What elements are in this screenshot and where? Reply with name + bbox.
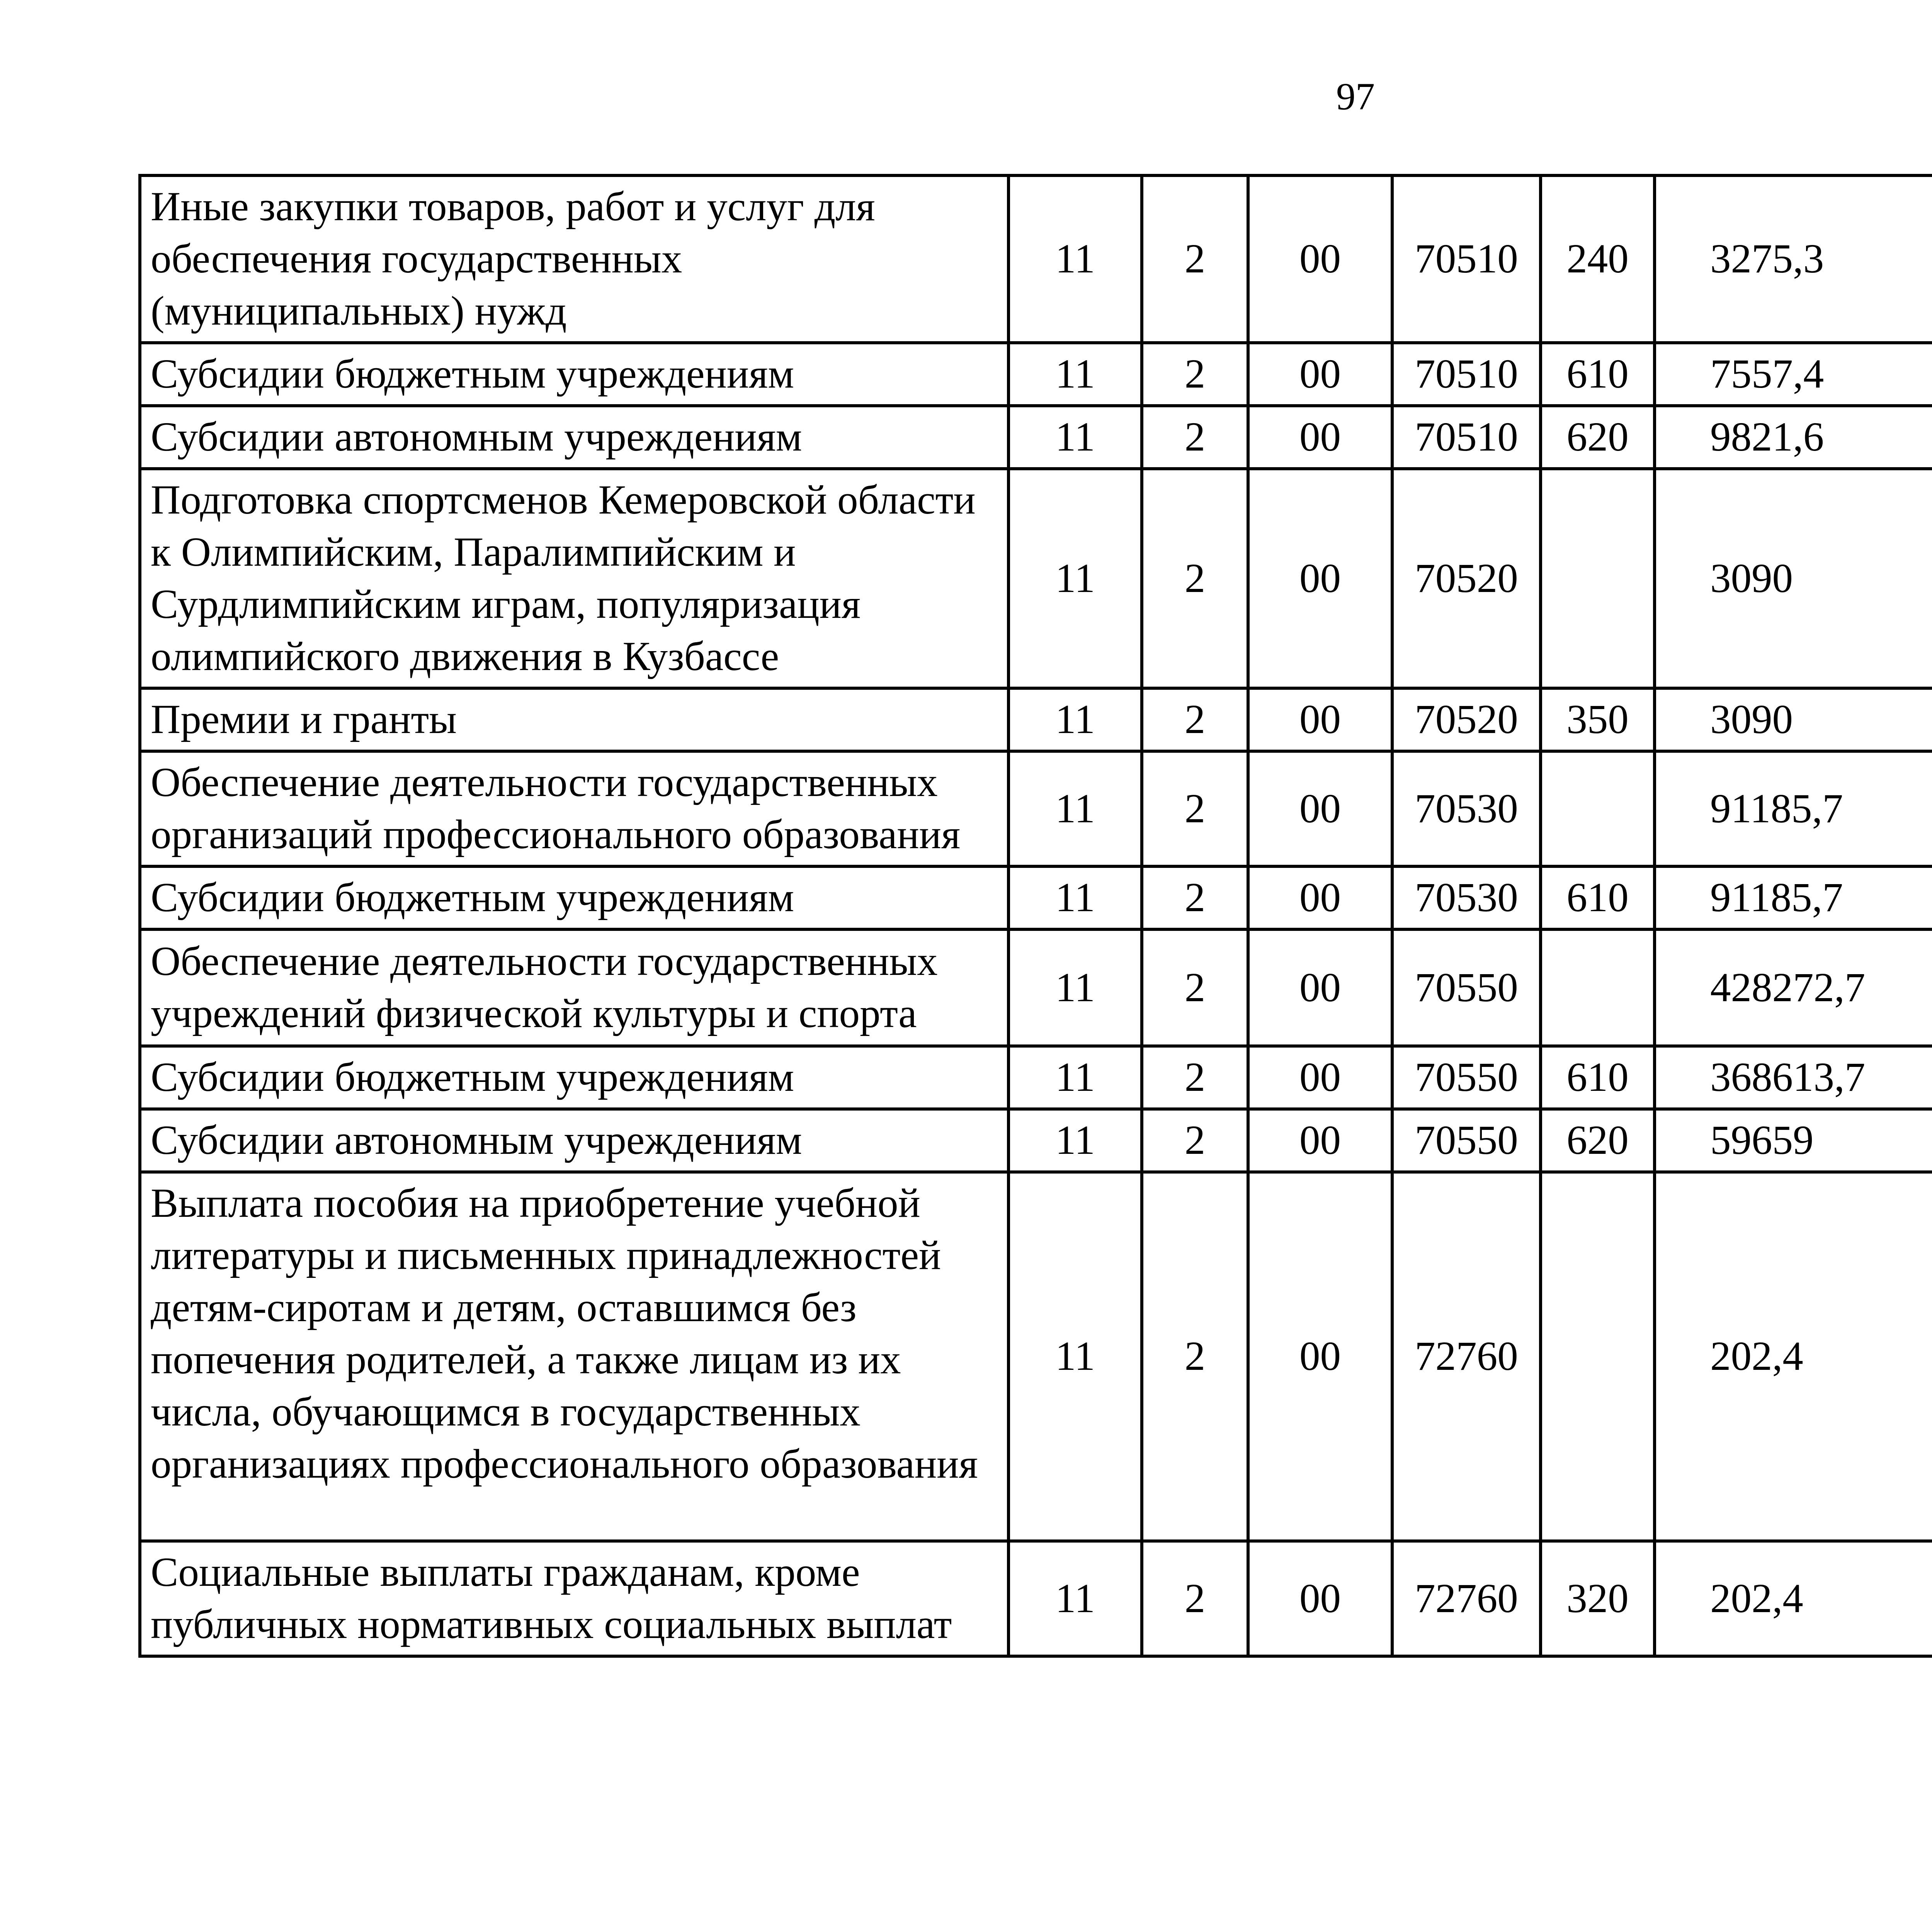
target-article-code: 70520 xyxy=(1392,688,1541,751)
subsection-code: 2 xyxy=(1142,866,1248,929)
program-code: 00 xyxy=(1248,866,1392,929)
amount-1: 91185,7 xyxy=(1655,751,1932,866)
amount-1: 3090 xyxy=(1655,688,1932,751)
subsection-code: 2 xyxy=(1142,688,1248,751)
section-code: 11 xyxy=(1009,469,1142,688)
expense-type-code: 350 xyxy=(1541,688,1655,751)
amount-1: 3275,3 xyxy=(1655,175,1932,343)
expense-type-code: 610 xyxy=(1541,866,1655,929)
amount-1: 368613,7 xyxy=(1655,1046,1932,1109)
subsection-code: 2 xyxy=(1142,1109,1248,1172)
table-row xyxy=(140,929,1932,1046)
target-article-code: 72760 xyxy=(1392,1172,1541,1541)
program-code: 00 xyxy=(1248,406,1392,469)
expense-type-code xyxy=(1541,929,1655,1046)
subsection-code: 2 xyxy=(1142,929,1248,1046)
row-name: Обеспечение деятельности государственных учреждений физической культуры и спорта xyxy=(140,929,1009,1046)
target-article-code: 70550 xyxy=(1392,929,1541,1046)
row-name: Субсидии бюджетным учреждениям xyxy=(140,866,1009,929)
program-code: 00 xyxy=(1248,688,1392,751)
program-code: 00 xyxy=(1248,1172,1392,1541)
section-code: 11 xyxy=(1009,343,1142,406)
section-code: 11 xyxy=(1009,688,1142,751)
table-row xyxy=(140,343,1932,406)
table-row xyxy=(140,1172,1932,1541)
program-code: 00 xyxy=(1248,1109,1392,1172)
row-name: Субсидии бюджетным учреждениям xyxy=(140,343,1009,406)
row-name: Обеспечение деятельности государственных организаций профессионального образования xyxy=(140,751,1009,866)
table-row xyxy=(140,1109,1932,1172)
table-row xyxy=(140,866,1932,929)
subsection-code: 2 xyxy=(1142,469,1248,688)
row-name: Субсидии автономным учреждениям xyxy=(140,406,1009,469)
amount-1: 9821,6 xyxy=(1655,406,1932,469)
expense-type-code: 240 xyxy=(1541,175,1655,343)
amount-1: 91185,7 xyxy=(1655,866,1932,929)
table-row xyxy=(140,175,1932,343)
target-article-code: 70520 xyxy=(1392,469,1541,688)
section-code: 11 xyxy=(1009,751,1142,866)
program-code: 00 xyxy=(1248,1541,1392,1656)
section-code: 11 xyxy=(1009,1172,1142,1541)
program-code: 00 xyxy=(1248,343,1392,406)
section-code: 11 xyxy=(1009,866,1142,929)
subsection-code: 2 xyxy=(1142,751,1248,866)
target-article-code: 70550 xyxy=(1392,1046,1541,1109)
target-article-code: 70530 xyxy=(1392,866,1541,929)
row-name: Премии и гранты xyxy=(140,688,1009,751)
table-row xyxy=(140,688,1932,751)
amount-1: 428272,7 xyxy=(1655,929,1932,1046)
section-code: 11 xyxy=(1009,929,1142,1046)
row-name: Иные закупки товаров, работ и услуг для обеспечения государственных (муниципальных) нужд xyxy=(140,175,1009,343)
row-name: Выплата пособия на приобретение учебной литературы и письменных принадлежностей детям-сиротам и детям, оставшимся без попечения родителей, а также лицам из их числа, обучающимся в государственных организациях профессионального образования xyxy=(140,1172,1009,1541)
target-article-code: 72760 xyxy=(1392,1541,1541,1656)
row-name: Субсидии бюджетным учреждениям xyxy=(140,1046,1009,1109)
amount-1: 202,4 xyxy=(1655,1172,1932,1541)
table-row xyxy=(140,1046,1932,1109)
row-name: Субсидии автономным учреждениям xyxy=(140,1109,1009,1172)
table-row xyxy=(140,1541,1932,1656)
expense-type-code: 620 xyxy=(1541,1109,1655,1172)
amount-1: 3090 xyxy=(1655,469,1932,688)
section-code: 11 xyxy=(1009,1109,1142,1172)
expense-type-code xyxy=(1541,469,1655,688)
subsection-code: 2 xyxy=(1142,343,1248,406)
program-code: 00 xyxy=(1248,929,1392,1046)
subsection-code: 2 xyxy=(1142,1046,1248,1109)
subsection-code: 2 xyxy=(1142,406,1248,469)
table-row xyxy=(140,751,1932,866)
target-article-code: 70510 xyxy=(1392,175,1541,343)
table-row xyxy=(140,406,1932,469)
program-code: 00 xyxy=(1248,175,1392,343)
subsection-code: 2 xyxy=(1142,1541,1248,1656)
expense-type-code: 320 xyxy=(1541,1541,1655,1656)
program-code: 00 xyxy=(1248,751,1392,866)
amount-1: 202,4 xyxy=(1655,1541,1932,1656)
expense-type-code: 620 xyxy=(1541,406,1655,469)
amount-1: 7557,4 xyxy=(1655,343,1932,406)
expense-type-code xyxy=(1541,751,1655,866)
section-code: 11 xyxy=(1009,1046,1142,1109)
expense-type-code xyxy=(1541,1172,1655,1541)
subsection-code: 2 xyxy=(1142,1172,1248,1541)
budget-table xyxy=(138,174,1932,1658)
program-code: 00 xyxy=(1248,469,1392,688)
program-code: 00 xyxy=(1248,1046,1392,1109)
target-article-code: 70510 xyxy=(1392,406,1541,469)
section-code: 11 xyxy=(1009,406,1142,469)
target-article-code: 70510 xyxy=(1392,343,1541,406)
expense-type-code: 610 xyxy=(1541,343,1655,406)
target-article-code: 70550 xyxy=(1392,1109,1541,1172)
target-article-code: 70530 xyxy=(1392,751,1541,866)
subsection-code: 2 xyxy=(1142,175,1248,343)
section-code: 11 xyxy=(1009,175,1142,343)
amount-1: 59659 xyxy=(1655,1109,1932,1172)
row-name: Социальные выплаты гражданам, кроме публичных нормативных социальных выплат xyxy=(140,1541,1009,1656)
page-number: 97 xyxy=(1336,75,1375,118)
table-row xyxy=(140,469,1932,688)
row-name: Подготовка спортсменов Кемеровской области к Олимпийским, Паралимпийским и Сурдлимпийским играм, популяризация олимпийского движения в Кузбассе xyxy=(140,469,1009,688)
expense-type-code: 610 xyxy=(1541,1046,1655,1109)
section-code: 11 xyxy=(1009,1541,1142,1656)
